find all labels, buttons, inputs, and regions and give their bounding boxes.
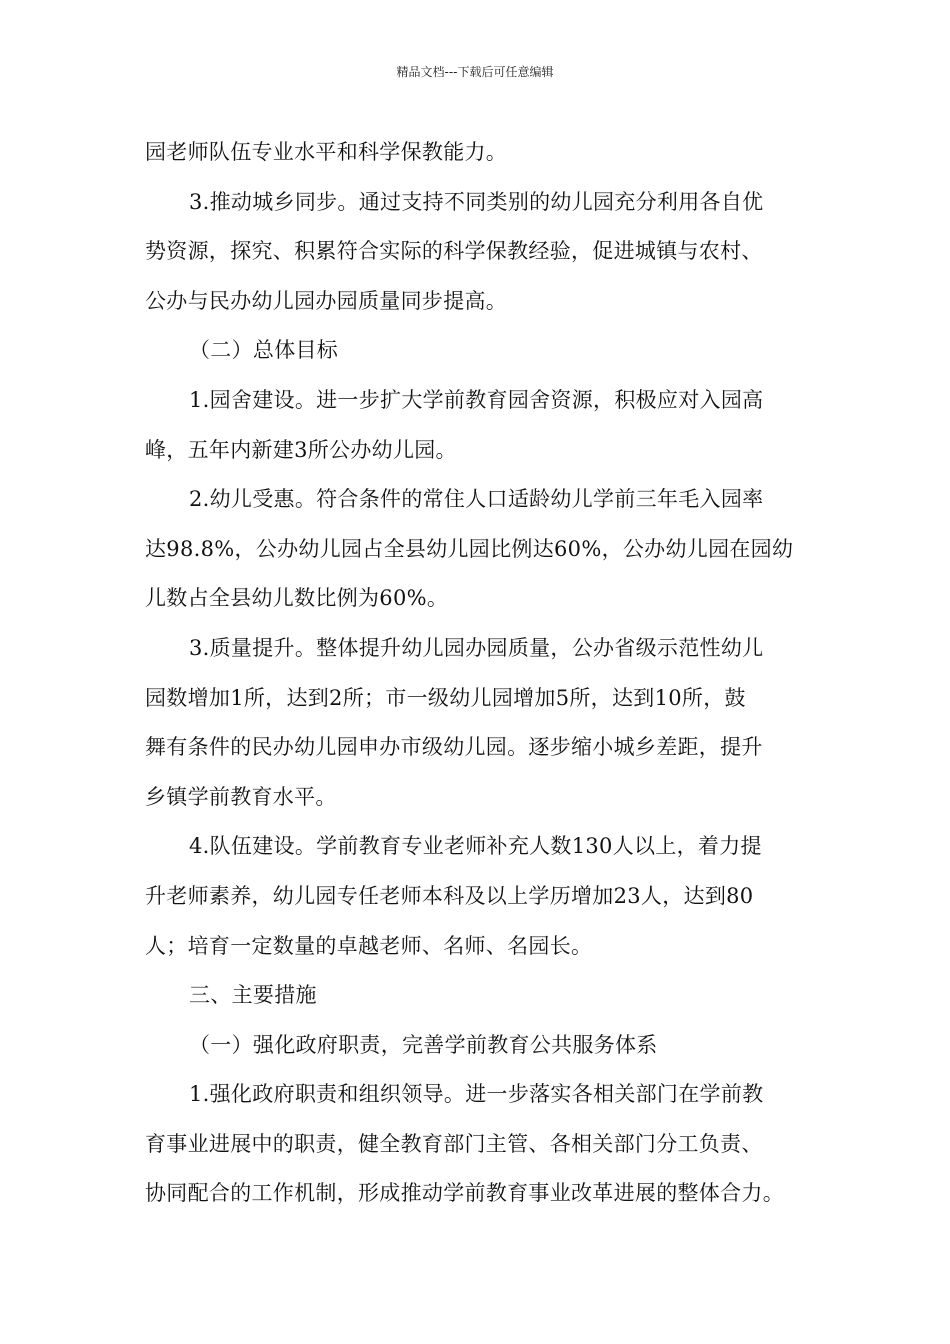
text-line: 舞有条件的民办幼儿园申办市级幼儿园。逐步缩小城乡差距，提升 bbox=[145, 735, 763, 760]
section-heading: （二）总体目标 bbox=[189, 338, 339, 363]
text-line: 2.幼儿受惠。符合条件的常住人口适龄幼儿学前三年毛入园率 bbox=[189, 487, 764, 512]
text-line: 峰，五年内新建3所公办幼儿园。 bbox=[145, 437, 457, 462]
text-line: 1.强化政府职责和组织领导。进一步落实各相关部门在学前教 bbox=[189, 1082, 764, 1107]
text-line: 3.质量提升。整体提升幼儿园办园质量，公办省级示范性幼儿 bbox=[189, 635, 764, 660]
text-line: 升老师素养，幼儿园专任老师本科及以上学历增加23人，达到80 bbox=[145, 883, 754, 908]
text-line: 达98.8%，公办幼儿园占全县幼儿园比例达60%，公办幼儿园在园幼 bbox=[145, 536, 794, 561]
text-line: 人；培育一定数量的卓越老师、名师、名园长。 bbox=[145, 933, 593, 958]
text-line: 园老师队伍专业水平和科学保教能力。 bbox=[145, 140, 508, 164]
document-body bbox=[145, 128, 815, 1219]
text-line: 势资源，探究、积累符合实际的科学保教经验，促进城镇与农村、 bbox=[145, 239, 763, 264]
text-line: 园数增加1所，达到2所；市一级幼儿园增加5所，达到10所，鼓 bbox=[145, 685, 746, 710]
text-line: 1.园舍建设。进一步扩大学前教育园舍资源，积极应对入园高 bbox=[189, 387, 764, 412]
page-header: 精品文档---下载后可任意编辑 bbox=[396, 65, 554, 79]
text-line: 儿数占全县幼儿数比例为60%。 bbox=[145, 586, 449, 611]
text-line: 乡镇学前教育水平。 bbox=[145, 784, 337, 809]
section-heading: 三、主要措施 bbox=[189, 983, 317, 1008]
section-heading: （一）强化政府职责，完善学前教育公共服务体系 bbox=[189, 1032, 658, 1057]
text-line: 3.推动城乡同步。通过支持不同类别的幼儿园充分利用各自优 bbox=[189, 189, 764, 214]
text-line: 公办与民办幼儿园办园质量同步提高。 bbox=[145, 288, 508, 313]
text-line: 4.队伍建设。学前教育专业老师补充人数130人以上，着力提 bbox=[189, 834, 762, 859]
text-line: 协同配合的工作机制，形成推动学前教育事业改革进展的整体合力。 bbox=[145, 1181, 784, 1206]
text-line: 育事业进展中的职责，健全教育部门主管、各相关部门分工负责、 bbox=[145, 1131, 763, 1156]
